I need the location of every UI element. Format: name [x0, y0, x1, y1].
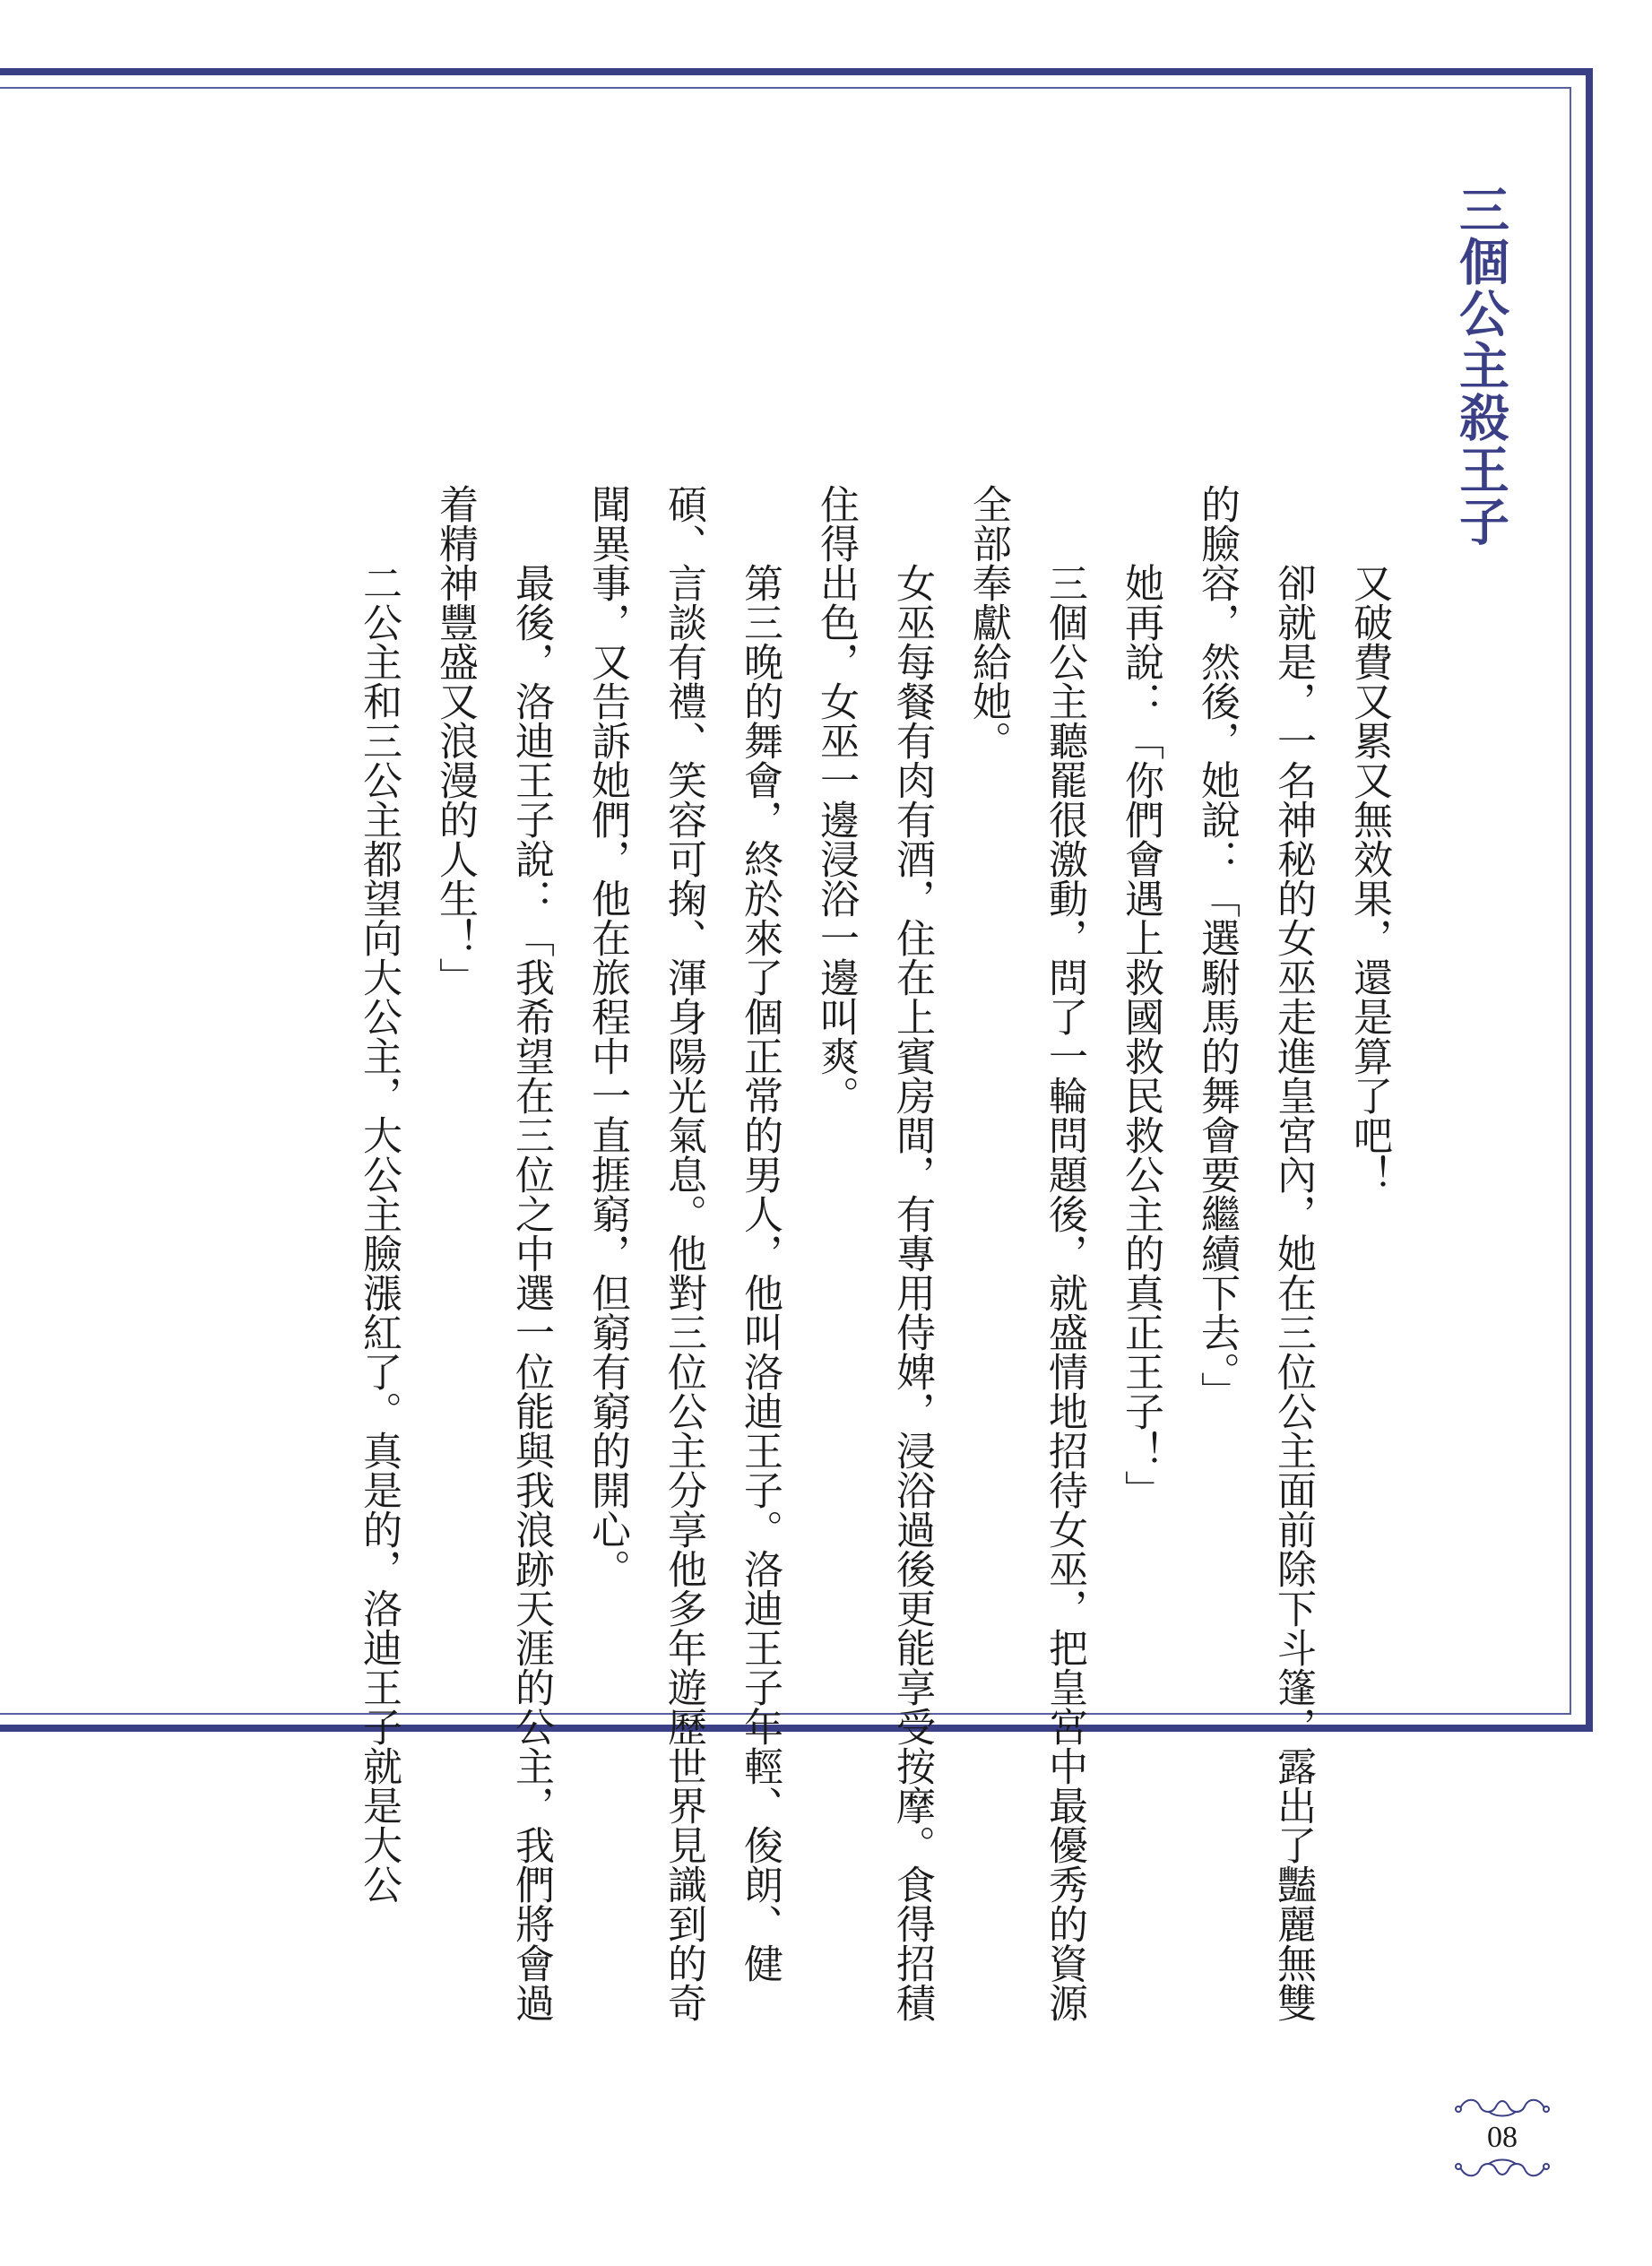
paragraph: 又破費又累又無效果，還是算了吧！ [1346, 563, 1392, 1194]
story-text [296, 484, 1407, 2048]
paragraph: 二公主和三公主都望向大公主，大公主臉漲紅了。真是的，洛迪王子就是大公 [356, 563, 402, 1904]
paragraph: 她再說：「你們會遇上救國救民救公主的真正王子！」 [1118, 563, 1163, 1509]
flourish-bottom-icon [1453, 2158, 1552, 2180]
paragraph: 女巫每餐有肉有酒，住在上賓房間，有專用侍婢，浸浴過後更能享受按摩。食得招積住得出色，女巫一邊浸浴一邊叫爽。 [813, 484, 935, 2022]
paragraph: 三個公主聽罷很激動，問了一輪問題後，就盛情地招待女巫，把皇宮中最優秀的資源全部奉獻給她。 [965, 484, 1087, 2022]
paragraph: 卻就是，一名神秘的女巫走進皇宮內，她在三位公主面前除下斗篷，露出了豔麗無雙的臉容，然後，她說：「選駙馬的舞會要繼續下去。」 [1194, 484, 1316, 2022]
paragraph: 第三晚的舞會，終於來了個正常的男人，他叫洛迪王子。洛迪王子年輕、俊朗、健碩、言談有禮、笑容可掬、渾身陽光氣息。他對三位公主分享他多年遊歷世界見識到的奇聞異事，又告訴她們，他在旅程中一直捱窮，但窮有窮的開心。 [584, 484, 783, 2022]
paragraph: 最後，洛迪王子說：「我希望在三位之中選一位能與我浪跡天涯的公主，我們將會過着精神豐盛又浪漫的人生！」 [432, 484, 554, 2022]
page-number: 08 [1487, 2121, 1518, 2154]
page-folio [1449, 2096, 1556, 2194]
book-title: 三個公主殺王子 [1451, 184, 1510, 548]
flourish-top-icon [1453, 2096, 1552, 2117]
